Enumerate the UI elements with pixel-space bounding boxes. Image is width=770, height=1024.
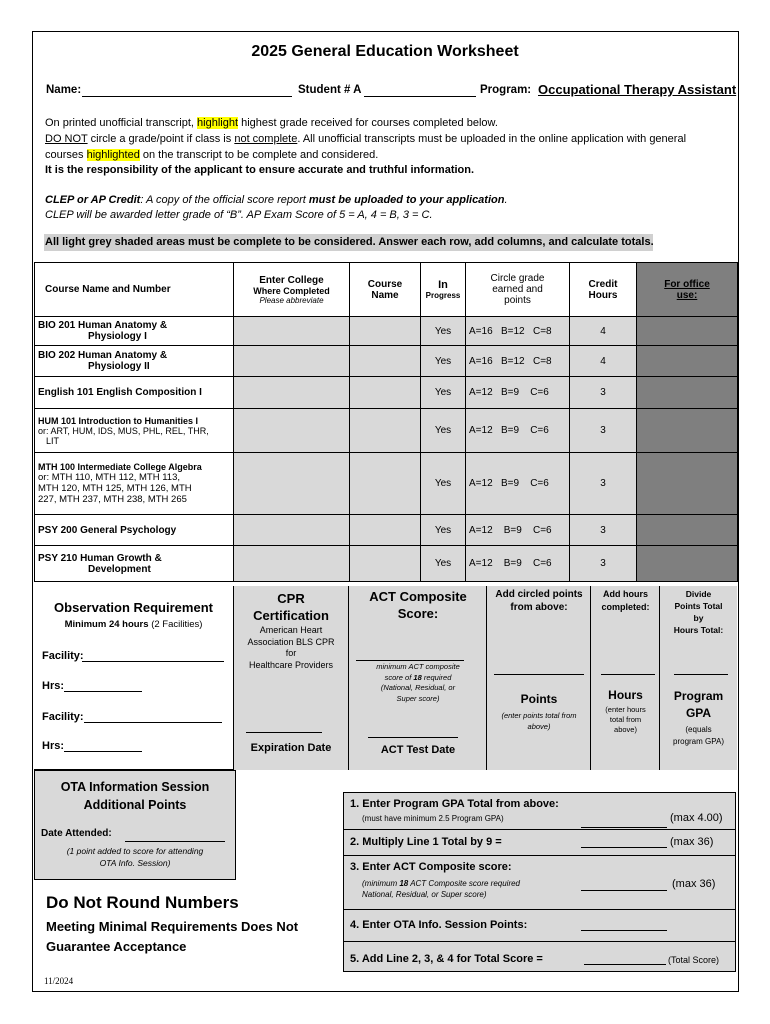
in-progress-option[interactable]: Yes [421,317,466,346]
student-number-field[interactable] [364,86,476,97]
course-table [34,262,738,582]
in-progress-option[interactable]: Yes [421,546,466,582]
program-value: Occupational Therapy Assistant [538,82,737,97]
act-title: ACT Composite Score: [369,589,467,621]
in-progress-option[interactable]: Yes [421,346,466,377]
credit-hours: 3 [570,546,637,582]
course-cell: English 101 English Composition I [35,377,234,409]
course-name-input[interactable] [350,515,421,546]
points-total-field[interactable] [494,664,584,675]
course-cell: PSY 200 General Psychology [35,515,234,546]
act-input[interactable] [581,880,667,891]
office-use-cell [637,453,738,515]
header-in-progress: In Progress [421,263,466,317]
act-note: minimum ACT composite score of 18 required (National, Residual, or Super score) [376,662,460,703]
table-header-row [35,263,738,317]
header-course: Course Name and Number [35,263,234,317]
points-label: Points [520,692,558,706]
hours-header: Add hours completed: [601,589,650,612]
header-grade: Circle grade earned and points [466,263,570,317]
course-name-input[interactable] [350,377,421,409]
ota-title: OTA Information Session Additional Points [60,780,210,812]
calc-line-1: 1. Enter Program GPA Total from above: (must have minimum 2.5 Program GPA) (max 4.00) [344,793,735,830]
act-date-label: ACT Test Date [380,744,456,756]
course-cell: BIO 202 Human Anatomy & Physiology II [35,346,234,377]
program-label: Program: [480,84,532,96]
score-calculation-box [343,792,736,972]
hrs-field-1[interactable] [64,681,142,692]
student-label: Student # A [298,84,362,96]
grade-options[interactable]: A=12 B=9 C=6 [466,546,570,582]
in-progress-option[interactable]: Yes [421,515,466,546]
observation-sub: Minimum 24 hours (2 Facilities) [64,619,203,630]
in-progress-option[interactable]: Yes [421,377,466,409]
instruction-line-3: courses highlighted on the transcript to be complete and considered. [45,149,379,161]
points-note: (enter points total from above) [501,711,577,731]
college-input[interactable] [234,515,350,546]
table-row [35,453,738,515]
office-use-cell [637,317,738,346]
office-use-cell [637,377,738,409]
gpa-input[interactable] [581,817,667,828]
act-score-field[interactable] [356,650,464,661]
grade-options[interactable]: A=12 B=9 C=6 [466,377,570,409]
calc-line-3: 3. Enter ACT Composite score: (minimum 18 ACT Composite score required National, Residual, or Super score) (max 36) [344,856,735,910]
hrs-label-2: Hrs: [42,740,65,752]
credit-hours: 3 [570,453,637,515]
grey-note: All light grey shaded areas must be complete to be considered. Answer each row, add columns, and calculate totals. [45,236,654,248]
name-field[interactable] [82,86,292,97]
office-use-cell [637,546,738,582]
observation-title: Observation Requirement [54,600,213,615]
acceptance-note: Meeting Minimal Requirements Does Not Guarantee Acceptance [46,919,299,954]
course-name-input[interactable] [350,346,421,377]
college-input[interactable] [234,409,350,453]
college-input[interactable] [234,317,350,346]
course-name-input[interactable] [350,409,421,453]
calc-line-5: 5. Add Line 2, 3, & 4 for Total Score = (Total Score) [350,953,720,965]
course-cell: BIO 201 Human Anatomy & Physiology I [35,317,234,346]
gpa-header: Divide Points Total by Hours Total: [673,589,724,635]
table-row [35,377,738,409]
instruction-line-4: It is the responsibility of the applicant to ensure accurate and truthful information. [45,164,475,176]
credit-hours: 3 [570,515,637,546]
calc-line-2: 2. Multiply Line 1 Total by 9 = (max 36) [344,830,735,856]
table-row [35,317,738,346]
act-date-field[interactable] [368,727,458,738]
calc-line-4: 4. Enter OTA Info. Session Points: [344,910,735,942]
hours-note: (enter hours total from above) [605,705,646,734]
ota-points-input[interactable] [581,920,667,931]
college-input[interactable] [234,453,350,515]
hrs-label-1: Hrs: [42,680,65,692]
table-row [35,546,738,582]
header-credit-hours: Credit Hours [570,263,637,317]
round-warning: Do Not Round Numbers [46,893,239,912]
grade-options[interactable]: A=12 B=9 C=6 [466,409,570,453]
table-row [35,515,738,546]
college-input[interactable] [234,346,350,377]
course-name-input[interactable] [350,546,421,582]
course-name-input[interactable] [350,453,421,515]
hours-total-field[interactable] [601,664,655,675]
cpr-description: American Heart Association BLS CPR for Healthcare Providers [247,625,335,670]
credit-hours: 4 [570,317,637,346]
grade-options[interactable]: A=12 B=9 C=6 [466,453,570,515]
table-row [35,409,738,453]
office-use-cell [637,515,738,546]
header-course-name: Course Name [350,263,421,317]
ota-date-field[interactable] [125,831,225,842]
hours-label: Hours [608,688,643,702]
credit-hours: 3 [570,409,637,453]
course-cell: HUM 101 Introduction to Humanities I or: ART, HUM, IDS, MUS, PHL, REL, THR, LIT [35,409,234,453]
instruction-line-1: On printed unofficial transcript, highlight highest grade received for courses completed below. [45,117,498,129]
form-date: 11/2024 [44,976,74,986]
page-title: 2025 General Education Worksheet [251,43,519,60]
ota-info-box [34,770,236,880]
table-row [35,346,738,377]
instruction-line-2: DO NOT circle a grade/point if class is not complete. All unofficial transcripts must be uploaded in the online application with general [45,133,687,145]
gpa-label: Program GPA [673,689,724,720]
ota-date-label: Date Attended: [41,828,112,839]
cpr-title: CPR Certification [253,591,329,623]
credit-hours: 4 [570,346,637,377]
in-progress-option[interactable]: Yes [421,453,466,515]
course-cell: MTH 100 Intermediate College Algebra or: MTH 110, MTH 112, MTH 113, MTH 120, MTH 125, MTH 126, MTH 227, MTH 237, MTH 238, MTH 265 [35,453,234,515]
course-cell: PSY 210 Human Growth & Development [35,546,234,582]
clep-line-2: CLEP will be awarded letter grade of “B”. AP Exam Score of 5 = A, 4 = B, 3 = C. [45,209,433,221]
gpa-total-field[interactable] [674,664,728,675]
college-input[interactable] [234,377,350,409]
hrs-field-2[interactable] [64,741,142,752]
facility-field-1[interactable] [82,651,224,662]
multiplied-input[interactable] [581,837,667,848]
office-use-cell [637,346,738,377]
cpr-expiration-label: Expiration Date [250,742,332,754]
points-header: Add circled points from above: [495,589,583,613]
facility-label-1: Facility: [42,650,84,662]
total-score-input[interactable] [584,954,666,965]
in-progress-option[interactable]: Yes [421,409,466,453]
office-use-cell [637,409,738,453]
gpa-note: (equals program GPA) [673,725,724,746]
college-input[interactable] [234,546,350,582]
clep-line-1: CLEP or AP Credit: A copy of the official score report must be uploaded to your application. [45,194,508,206]
facility-field-2[interactable] [84,712,222,723]
grade-options[interactable]: A=16 B=12 C=8 [466,346,570,377]
credit-hours: 3 [570,377,637,409]
grade-options[interactable]: A=16 B=12 C=8 [466,317,570,346]
header-office-use: For office use: [637,263,738,317]
name-label: Name: [46,84,82,96]
facility-label-2: Facility: [42,711,84,723]
cpr-expiration-field[interactable] [246,722,322,733]
course-name-input[interactable] [350,317,421,346]
ota-note: (1 point added to score for attending OTA Info. Session) [66,846,204,868]
header-college: Enter College Where Completed Please abbreviate [234,263,350,317]
grade-options[interactable]: A=12 B=9 C=6 [466,515,570,546]
